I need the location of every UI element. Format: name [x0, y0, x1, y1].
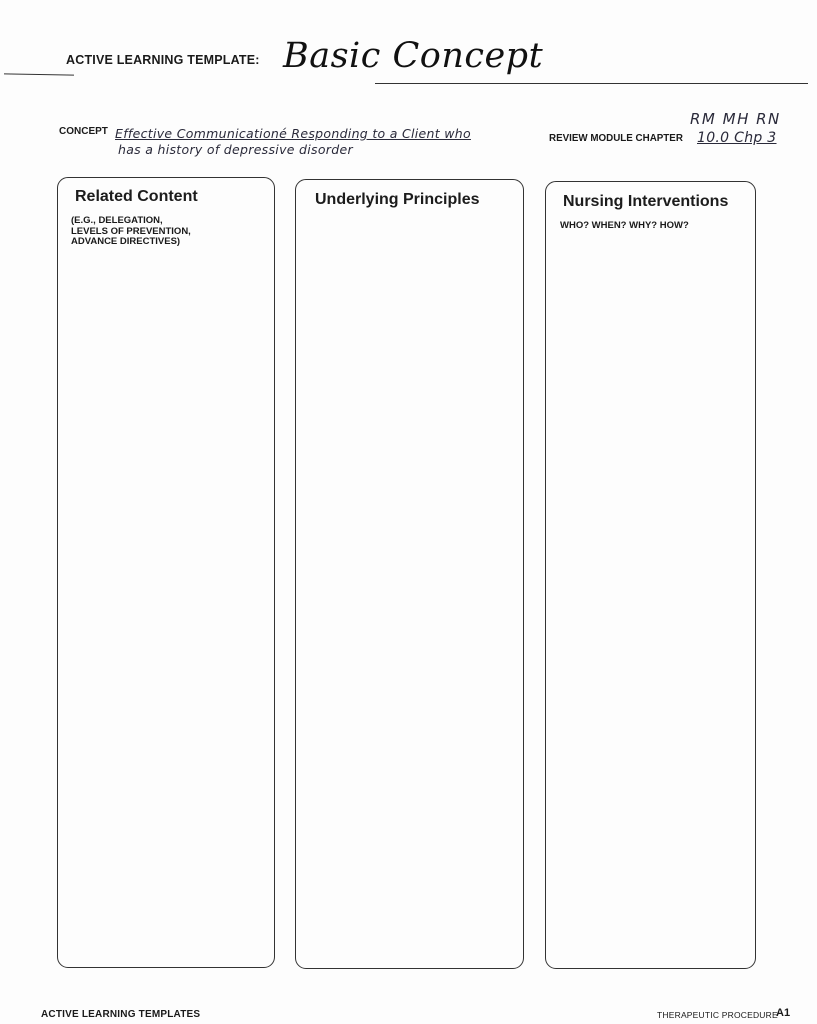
footer-left-text: ACTIVE LEARNING TEMPLATES — [41, 1009, 201, 1020]
page-number: A1 — [776, 1007, 791, 1019]
concept-label: CONCEPT — [59, 126, 108, 137]
related-content-subtitle-line: (E.G., DELEGATION, — [71, 215, 163, 226]
related-content-panel — [57, 177, 275, 968]
page-title: Basic Concept — [283, 36, 544, 76]
related-content-subtitle-line: ADVANCE DIRECTIVES) — [71, 236, 181, 247]
nursing-interventions-title: Nursing Interventions — [563, 193, 729, 210]
concept-value-line2: has a history of depressive disorder — [118, 142, 353, 157]
related-content-subtitle — [71, 216, 191, 248]
review-module-value: 10.0 Chp 3 — [697, 130, 777, 146]
underlying-principles-title: Underlying Principles — [315, 191, 480, 208]
related-content-subtitle-line: LEVELS OF PREVENTION, — [71, 225, 191, 237]
review-module-label: REVIEW MODULE CHAPTER — [549, 133, 683, 144]
header-rule-right — [375, 83, 808, 84]
corner-handwritten-note: RM MH RN — [690, 110, 781, 128]
template-label: ACTIVE LEARNING TEMPLATE: — [66, 53, 260, 67]
concept-value-line1: Effective Communicationé Responding to a Client who — [115, 126, 471, 141]
related-content-title: Related Content — [75, 188, 198, 205]
footer-section-label: THERAPEUTIC PROCEDURE — [657, 1010, 778, 1020]
nursing-interventions-panel — [545, 181, 756, 969]
nursing-interventions-subtitle: WHO? WHEN? WHY? HOW? — [560, 220, 689, 231]
header-rule-left — [4, 73, 74, 75]
underlying-principles-panel — [295, 179, 524, 969]
